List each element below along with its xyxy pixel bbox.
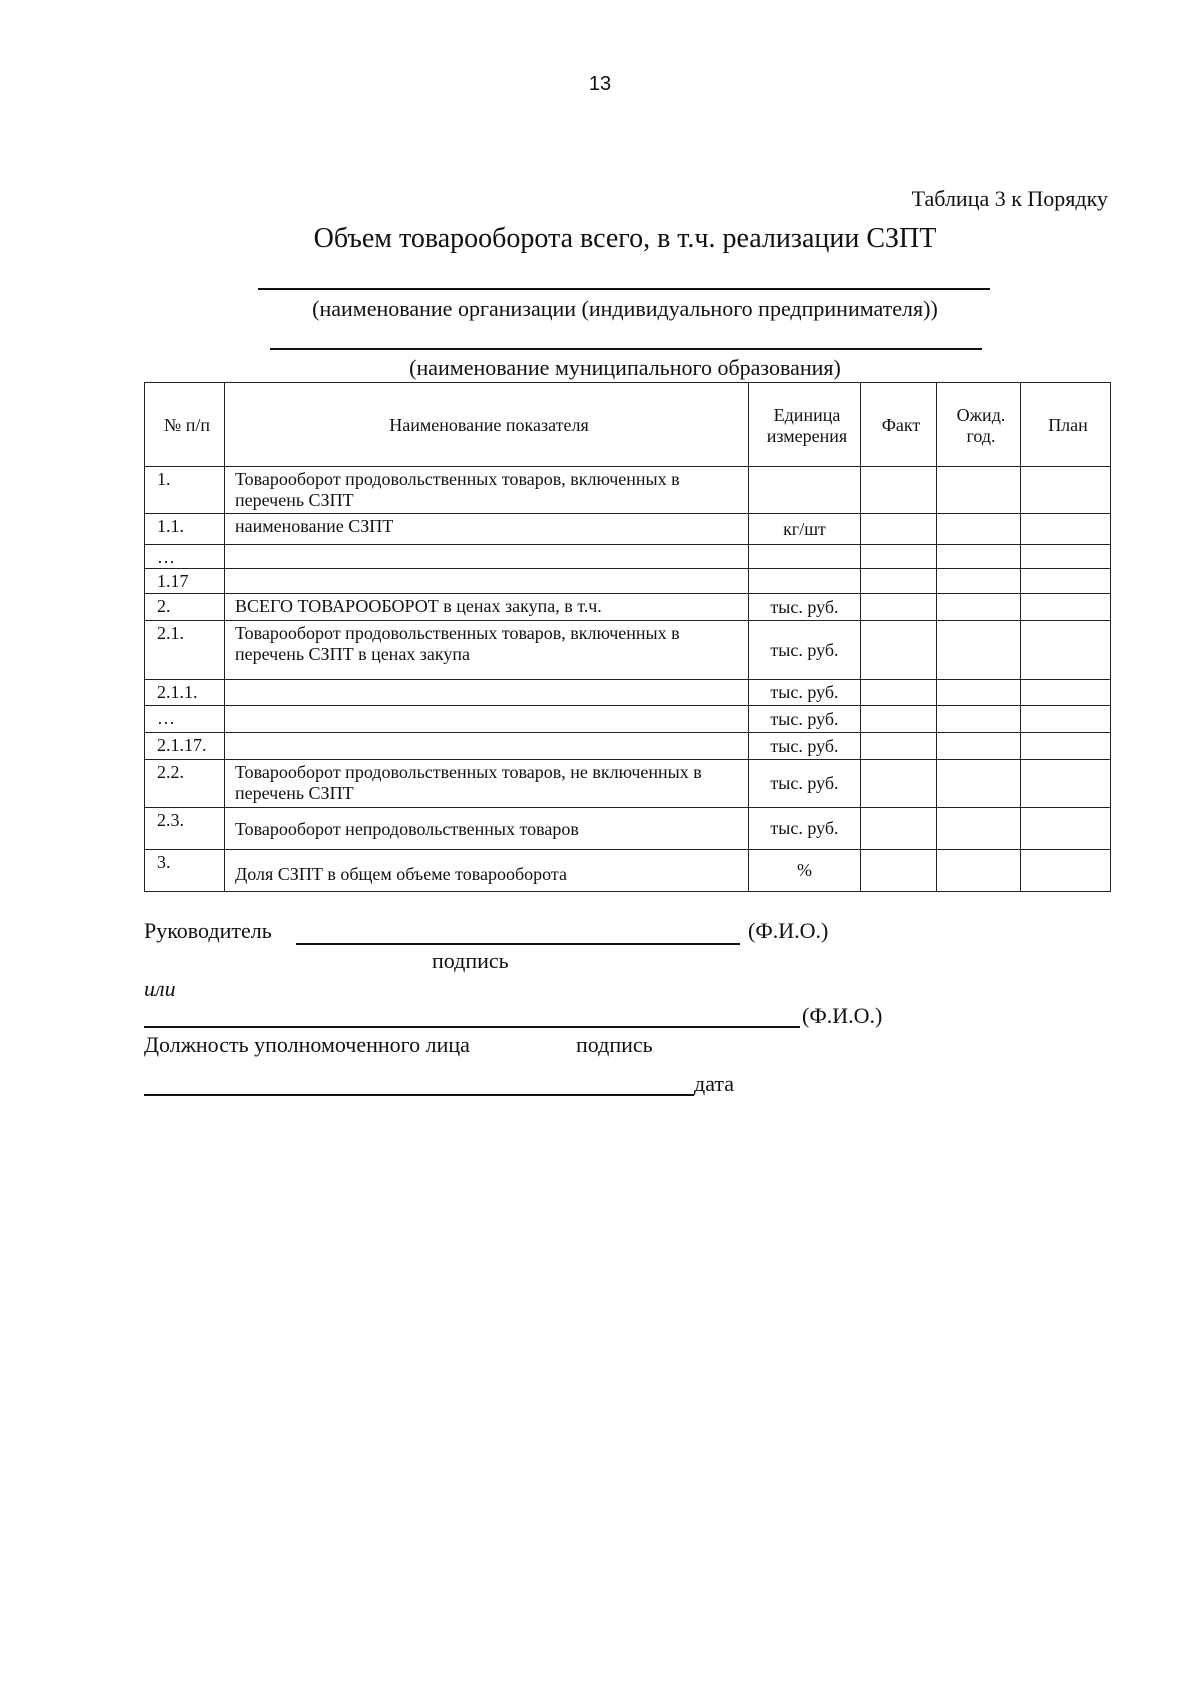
authorized-signature-line [144, 1026, 800, 1028]
row-unit: тыс. руб. [749, 733, 861, 760]
table-row [145, 760, 1111, 808]
authorized-sign-caption: подпись [576, 1032, 653, 1057]
row-plan [1021, 760, 1111, 808]
table-row [145, 514, 1111, 545]
row-plan [1021, 706, 1111, 733]
row-expected [937, 467, 1021, 514]
row-fact [861, 760, 937, 808]
row-fact [861, 808, 937, 850]
row-expected [937, 808, 1021, 850]
table-row [145, 706, 1111, 733]
row-fact [861, 706, 937, 733]
row-name [225, 545, 749, 569]
row-fact [861, 594, 937, 621]
date-label: дата [694, 1071, 735, 1096]
header-name: Наименование показателя [225, 383, 749, 467]
row-plan [1021, 569, 1111, 594]
row-unit [749, 467, 861, 514]
row-expected [937, 569, 1021, 594]
head-sign-caption: подпись [432, 948, 509, 973]
row-name: наименование СЗПТ [225, 514, 749, 545]
row-num: 2.1. [145, 621, 225, 680]
row-fact [861, 680, 937, 706]
row-plan [1021, 545, 1111, 569]
row-fact [861, 545, 937, 569]
table-row [145, 621, 1111, 680]
row-num: … [145, 706, 225, 733]
row-expected [937, 621, 1021, 680]
row-num: 2.2. [145, 760, 225, 808]
head-fio: (Ф.И.О.) [748, 918, 829, 943]
row-num: … [145, 545, 225, 569]
row-name [225, 706, 749, 733]
row-name: Товарооборот непродовольственных товаров [225, 808, 749, 850]
row-num: 2.1.1. [145, 680, 225, 706]
header-expected: Ожид. год. [937, 383, 1021, 467]
row-fact [861, 733, 937, 760]
row-unit: тыс. руб. [749, 621, 861, 680]
row-name [225, 680, 749, 706]
municipality-caption: (наименование муниципального образования) [409, 355, 841, 380]
turnover-table [144, 382, 1111, 892]
table-row [145, 850, 1111, 892]
row-name [225, 569, 749, 594]
organization-caption: (наименование организации (индивидуального предпринимателя)) [312, 296, 938, 321]
row-plan [1021, 594, 1111, 621]
row-plan [1021, 808, 1111, 850]
row-name: Товарооборот продовольственных товаров, включенных в перечень СЗПТ [225, 467, 749, 514]
date-line [144, 1094, 694, 1096]
row-expected [937, 850, 1021, 892]
row-name: Товарооборот продовольственных товаров, не включенных в перечень СЗПТ [225, 760, 749, 808]
row-plan [1021, 467, 1111, 514]
header-num: № п/п [145, 383, 225, 467]
header-plan: План [1021, 383, 1111, 467]
or-label: или [144, 976, 176, 1001]
header-unit: Единица измерения [749, 383, 861, 467]
row-num: 2. [145, 594, 225, 621]
page-number: 13 [588, 73, 612, 95]
row-name [225, 733, 749, 760]
table-header-row [145, 383, 1111, 467]
row-unit: тыс. руб. [749, 594, 861, 621]
head-label: Руководитель [144, 918, 272, 943]
row-fact [861, 850, 937, 892]
row-expected [937, 514, 1021, 545]
row-expected [937, 545, 1021, 569]
authorized-fio: (Ф.И.О.) [802, 1003, 883, 1028]
row-num: 2.3. [145, 808, 225, 850]
row-unit: тыс. руб. [749, 706, 861, 733]
table-row [145, 733, 1111, 760]
row-unit: тыс. руб. [749, 808, 861, 850]
row-num: 2.1.17. [145, 733, 225, 760]
row-expected [937, 680, 1021, 706]
row-expected [937, 706, 1021, 733]
head-signature-line [296, 943, 740, 945]
row-expected [937, 760, 1021, 808]
row-name: Товарооборот продовольственных товаров, включенных в перечень СЗПТ в ценах закупа [225, 621, 749, 680]
position-label: Должность уполномоченного лица [144, 1032, 470, 1057]
municipality-name-line [270, 348, 982, 350]
row-unit: тыс. руб. [749, 760, 861, 808]
table-row [145, 594, 1111, 621]
row-expected [937, 594, 1021, 621]
row-expected [937, 733, 1021, 760]
table-row [145, 808, 1111, 850]
row-unit [749, 545, 861, 569]
row-plan [1021, 514, 1111, 545]
row-unit: тыс. руб. [749, 680, 861, 706]
table-row [145, 545, 1111, 569]
table-row [145, 467, 1111, 514]
row-plan [1021, 850, 1111, 892]
document-title: Объем товарооборота всего, в т.ч. реализации СЗПТ [313, 223, 937, 254]
row-num: 1. [145, 467, 225, 514]
row-plan [1021, 621, 1111, 680]
row-name: ВСЕГО ТОВАРООБОРОТ в ценах закупа, в т.ч. [225, 594, 749, 621]
row-num: 1.17 [145, 569, 225, 594]
row-fact [861, 569, 937, 594]
row-plan [1021, 733, 1111, 760]
organization-name-line [258, 288, 990, 290]
row-num: 1.1. [145, 514, 225, 545]
row-fact [861, 514, 937, 545]
table-row [145, 569, 1111, 594]
row-name: Доля СЗПТ в общем объеме товарооборота [225, 850, 749, 892]
row-plan [1021, 680, 1111, 706]
row-unit: кг/шт [749, 514, 861, 545]
row-unit: % [749, 850, 861, 892]
row-fact [861, 621, 937, 680]
row-num: 3. [145, 850, 225, 892]
table-row [145, 680, 1111, 706]
table-reference: Таблица 3 к Порядку [911, 186, 1108, 211]
row-fact [861, 467, 937, 514]
row-unit [749, 569, 861, 594]
header-fact: Факт [861, 383, 937, 467]
